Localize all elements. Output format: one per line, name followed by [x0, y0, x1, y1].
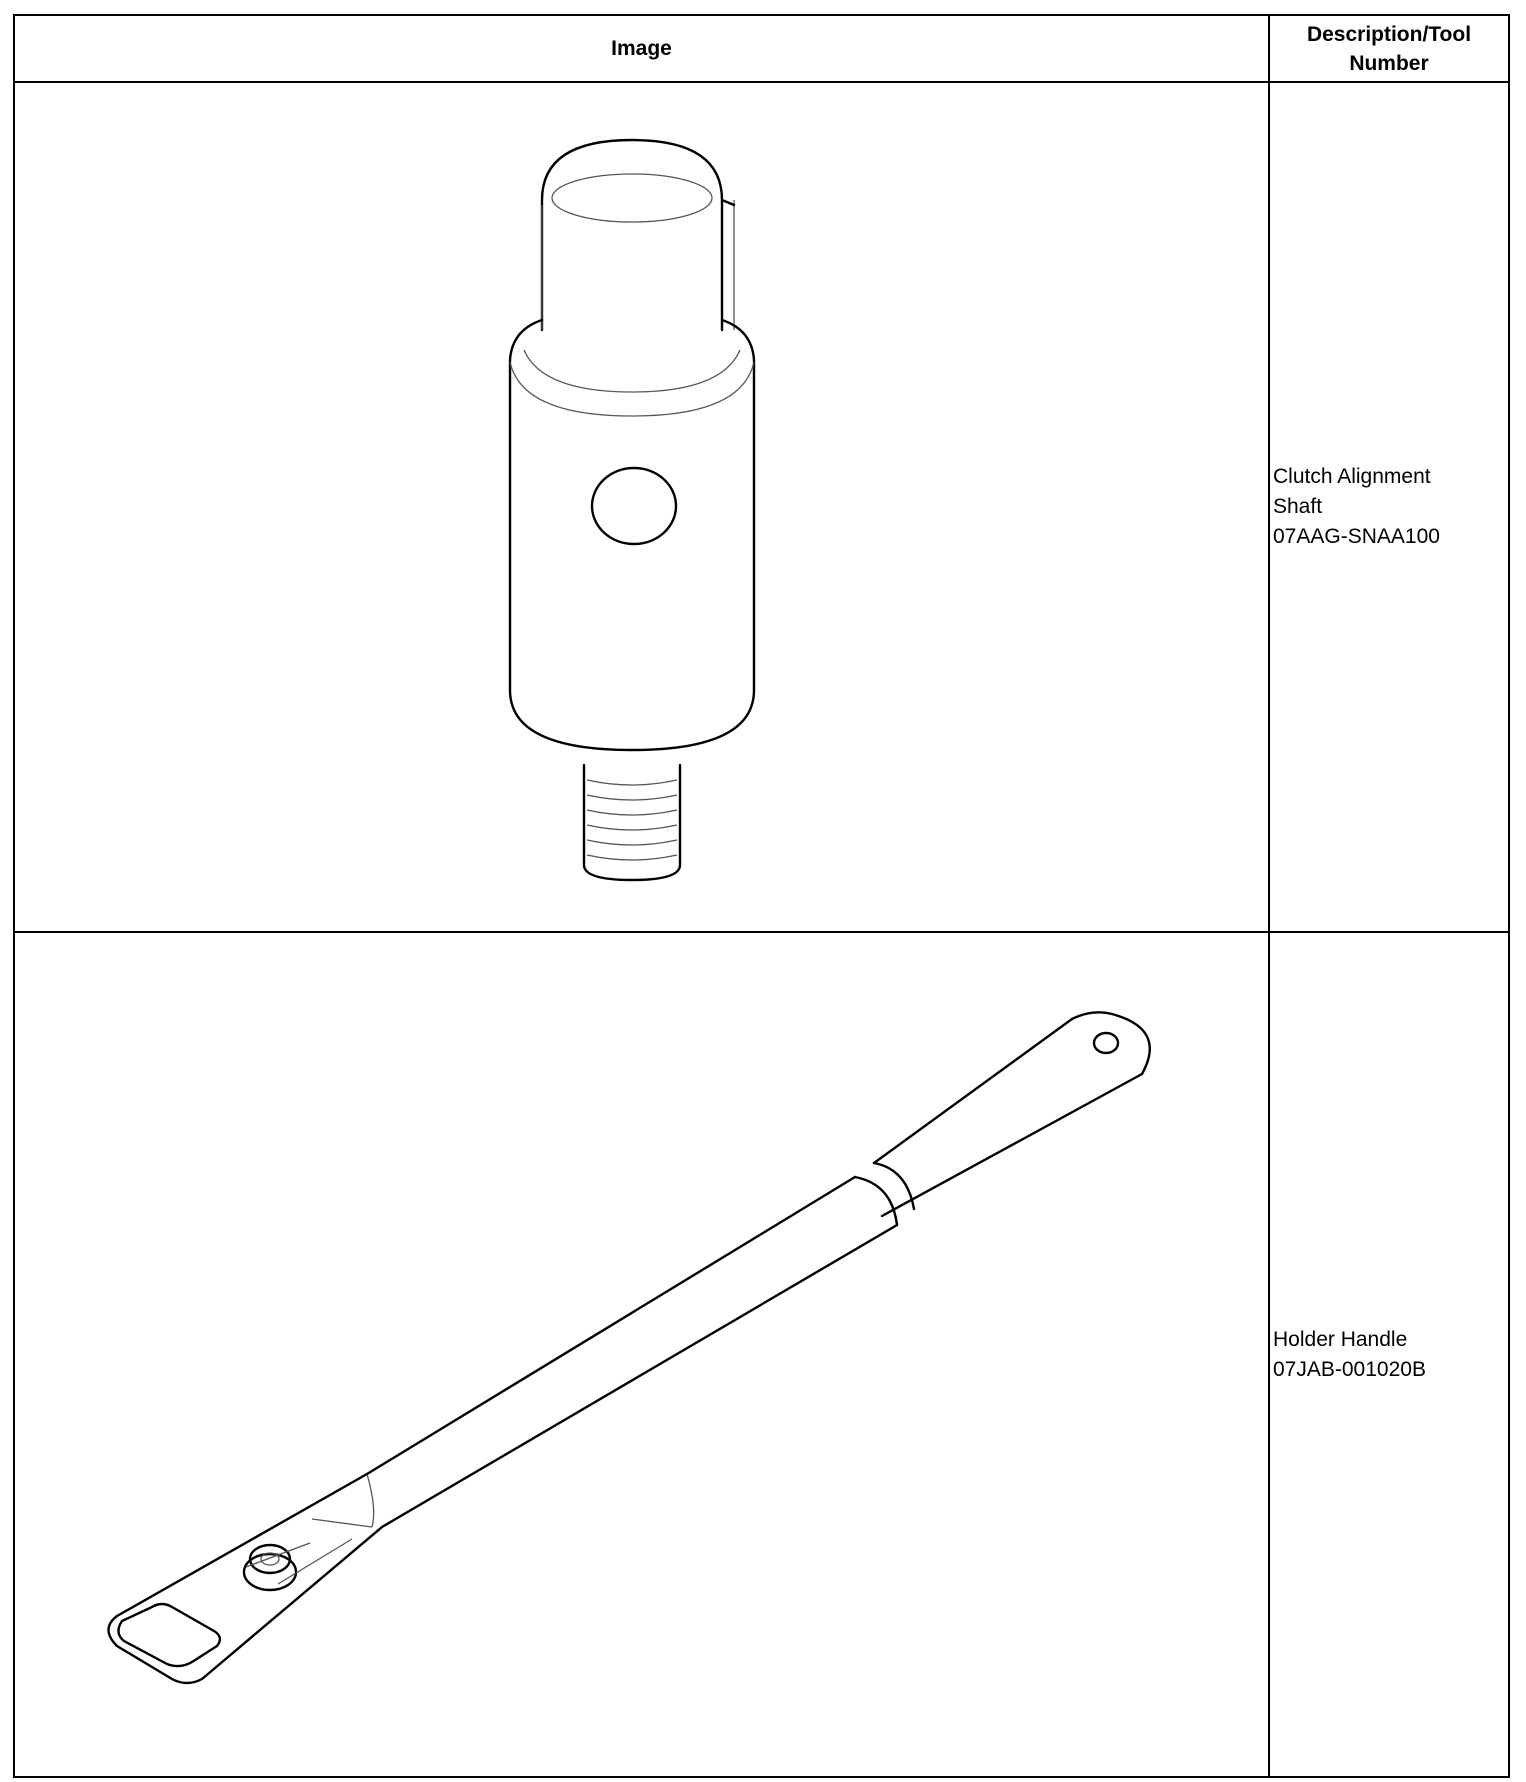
header-description: [1269, 15, 1509, 82]
image-cell: [14, 82, 1269, 932]
description-cell: [1269, 82, 1509, 932]
description-cell: [1269, 932, 1509, 1777]
header-description-line2: Number: [1349, 51, 1429, 75]
tool-name-line1: Holder Handle: [1273, 1327, 1408, 1351]
holder-handle-drawing: [15, 933, 1270, 1776]
tool-table: [13, 14, 1510, 1778]
table-row: [14, 82, 1509, 932]
clutch-alignment-shaft-drawing: [15, 83, 1270, 931]
tool-name-line2: Shaft: [1273, 495, 1323, 518]
header-image: Image: [14, 15, 1269, 82]
tool-name-line1: Clutch Alignment: [1273, 465, 1431, 488]
tool-number: 07JAB-001020B: [1273, 1357, 1426, 1381]
image-cell: [14, 932, 1269, 1777]
header-row: [14, 15, 1509, 82]
table-row: [14, 932, 1509, 1777]
tool-number: 07AAG-SNAA100: [1273, 525, 1440, 548]
header-description-line1: Description/Tool: [1306, 22, 1472, 46]
